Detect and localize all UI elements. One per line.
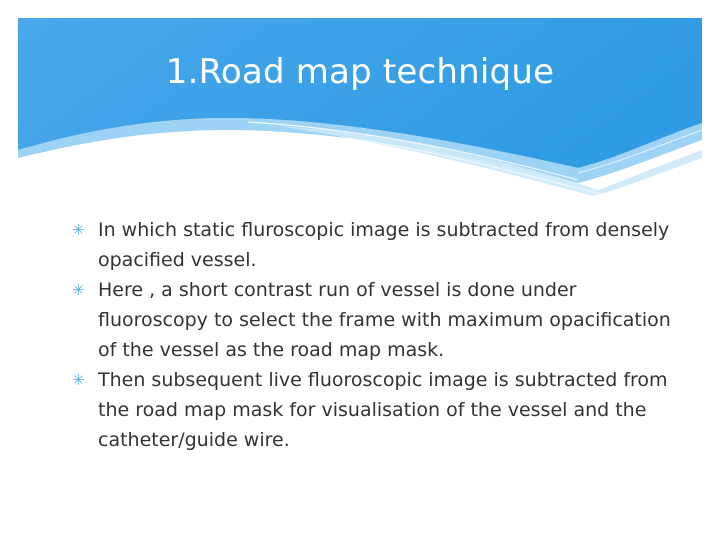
- bullet-item: [72, 275, 672, 365]
- title-banner: [18, 18, 702, 198]
- bullet-text: In which static fluroscopic image is subtracted from densely opacified vessel.: [98, 219, 670, 271]
- bullet-item: [72, 215, 672, 275]
- bullet-text: Then subsequent live fluoroscopic image is subtracted from the road map mask for visualisation of the vessel and the catheter/guide wire.: [98, 369, 668, 451]
- slide-title: 1.Road map technique: [165, 52, 555, 92]
- bullet-text: Here , a short contrast run of vessel is done under fluoroscopy to select the frame with maximum opacification of the vessel as the road map mask.: [98, 279, 671, 361]
- asterisk-bullet-icon: ✳: [72, 221, 85, 239]
- bullet-item: [72, 365, 672, 455]
- banner-wave-graphic: [18, 18, 702, 198]
- asterisk-bullet-icon: ✳: [72, 281, 85, 299]
- asterisk-bullet-icon: ✳: [72, 371, 85, 389]
- bullet-list: [72, 215, 672, 455]
